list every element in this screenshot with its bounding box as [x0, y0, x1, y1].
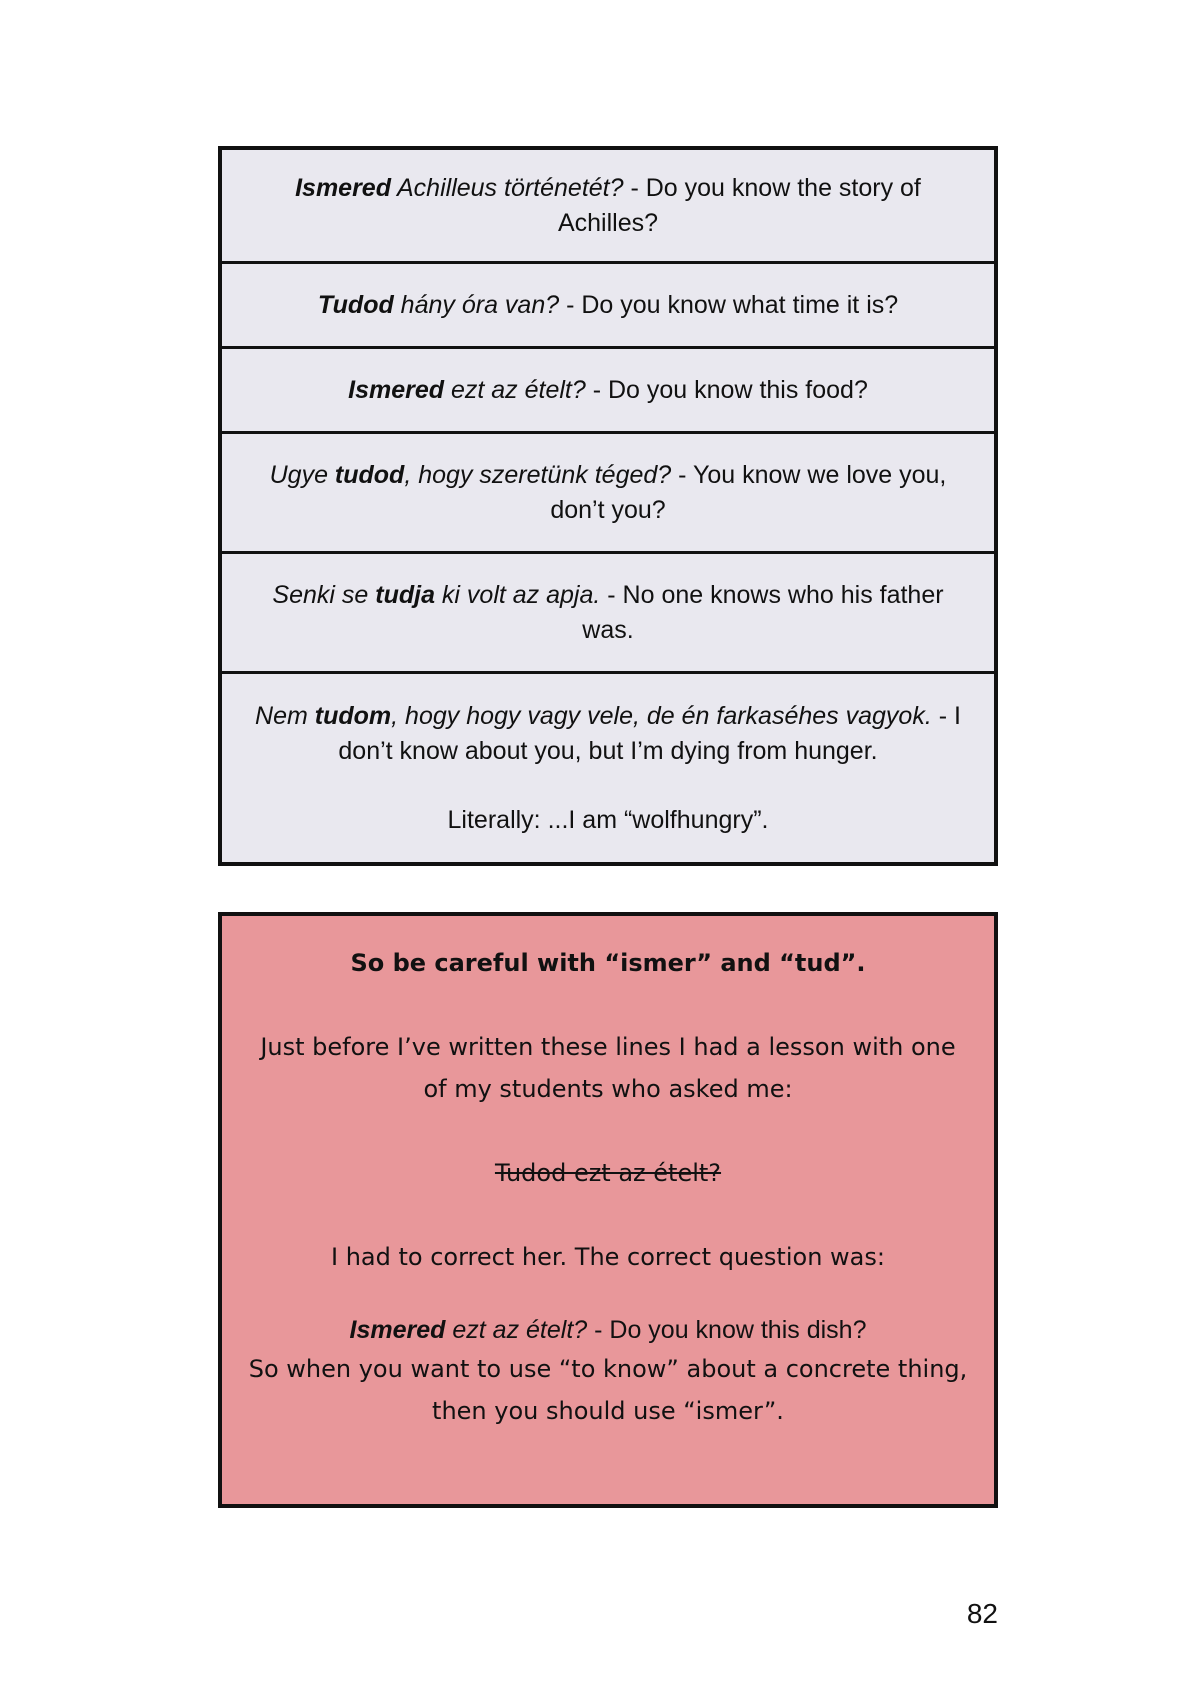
keyword: Tudod [317, 290, 394, 319]
english-translation: - You know we love you, don’t you? [550, 460, 947, 524]
example-text [244, 458, 972, 528]
english-translation: - Do you know this dish? [587, 1316, 867, 1344]
example-text [348, 373, 868, 408]
keyword: tudom [314, 701, 392, 730]
example-row [222, 150, 994, 264]
keyword: Ismered [295, 173, 391, 202]
note-heading: So be careful with “ismer” and “tud”. [350, 949, 866, 977]
example-row [222, 434, 994, 554]
keyword: tudja [375, 580, 435, 609]
page-number: 82 [966, 1598, 998, 1629]
example-text [244, 578, 972, 648]
english-translation: - No one knows who his father was. [582, 580, 944, 644]
example-text [244, 171, 972, 241]
hungarian-phrase: Ugye tudod, hogy szeretünk téged? [269, 460, 672, 489]
keyword: tudod [334, 460, 405, 489]
warning-note-box [218, 912, 998, 1508]
keyword: Ismered [349, 1316, 446, 1344]
hungarian-phrase: Senki se tudja ki volt az apja. [272, 580, 601, 609]
english-translation: - I don’t know about you, but I’m dying from hunger. [338, 701, 961, 765]
note-paragraph: Just before I’ve written these lines I had a lesson with one of my students who asked me: [260, 1033, 956, 1103]
example-row [222, 264, 994, 349]
example-row [222, 674, 994, 862]
literal-translation: Literally: ...I am “wolfhungry”. [447, 805, 769, 834]
english-translation: - Do you know this food? [585, 375, 868, 404]
keyword: Ismered [348, 375, 445, 404]
example-text [244, 699, 972, 769]
correct-question: Ismered ezt az ételt? - Do you know this dish? [349, 1316, 867, 1344]
note-paragraph: So when you want to use “to know” about a concrete thing, then you should use “ismer”. [248, 1355, 968, 1425]
example-text [318, 288, 898, 323]
example-row [222, 554, 994, 674]
hungarian-phrase: Nem tudom, hogy hogy vagy vele, de én farkaséhes vagyok. [255, 701, 932, 730]
incorrect-question: Tudod ezt az ételt? [494, 1159, 722, 1187]
hungarian-phrase: Ismered ezt az ételt? [348, 375, 586, 404]
examples-table [218, 146, 998, 866]
english-translation: - Do you know the story of Achilles? [557, 173, 921, 237]
example-row [222, 349, 994, 434]
english-translation: - Do you know what time it is? [559, 290, 899, 319]
hungarian-phrase: Ismered Achilleus történetét? [295, 173, 624, 202]
note-paragraph: I had to correct her. The correct question was: [331, 1243, 885, 1271]
hungarian-phrase: Tudod hány óra van? [317, 290, 560, 319]
